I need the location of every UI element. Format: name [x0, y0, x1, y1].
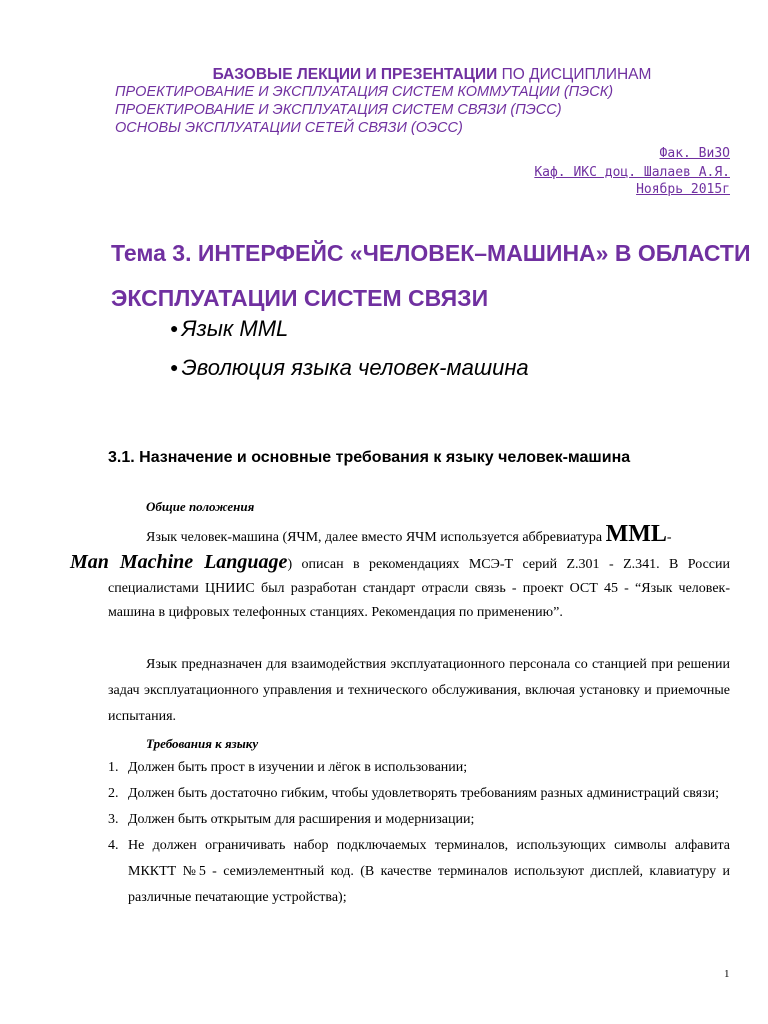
bullet-icon: ●: [170, 320, 179, 336]
p1-dash: -: [666, 530, 672, 545]
list-item-number: 1.: [108, 760, 119, 775]
header-title-bold: БАЗОВЫЕ ЛЕКЦИИ И ПРЕЗЕНТАЦИИ: [212, 66, 498, 83]
date-label: Ноябрь 2015г: [636, 182, 730, 197]
list-item: [108, 755, 730, 781]
list-item-number: 4.: [108, 838, 119, 853]
faculty-label: Фак. ВиЗО: [659, 146, 730, 161]
theme-bullet: [170, 355, 529, 381]
bullet-icon: ●: [170, 359, 179, 375]
requirements-heading: Требования к языку: [146, 736, 259, 751]
list-item-text: Не должен ограничивать набор подключаемых терминалов, использующих символы алфавита МККТТ №5 - семиэлементный код. (В качестве терминалов используют дисплей, клавиатуру и различные печатающие устройства);: [128, 838, 730, 905]
discipline-line: ПРОЕКТИРОВАНИЕ И ЭКСПЛУАТАЦИЯ СИСТЕМ КОММУТАЦИИ (ПЭСК): [115, 84, 614, 100]
list-item: [108, 833, 730, 911]
discipline-line: ОСНОВЫ ЭКСПЛУАТАЦИИ СЕТЕЙ СВЯЗИ (ОЭСС): [115, 120, 463, 136]
header-title-rest: ПО ДИСЦИПЛИНАМ: [501, 66, 652, 83]
theme-bullet: [170, 316, 288, 342]
page-number: 1: [724, 968, 730, 980]
department-label: Каф. ИКС доц. Шалаев А.Я.: [534, 165, 730, 180]
paragraph-1: [70, 521, 730, 625]
theme-title: Тема 3. ИНТЕРФЕЙС «ЧЕЛОВЕК–МАШИНА» В ОБЛАСТИ ЭКСПЛУАТАЦИИ СИСТЕМ СВЯЗИ: [111, 240, 751, 311]
general-heading: Общие положения: [146, 499, 255, 514]
p1-part-a: Язык человек-машина (ЯЧМ, далее вместо ЯЧМ используется аббревиатура: [146, 530, 606, 545]
p1-part-b: ) описан в рекомендациях МСЭ-Т серий Z.301 - Z.341. В России специалистами ЦНИИС был разработан стандарт отрасли связь - проект ОСТ 45 - “Язык человек-машина в цифровых телефонных станциях. Рекомендация по применению”.: [108, 557, 730, 620]
paragraph-1-text: [70, 521, 730, 625]
p1-mml-full: Man Machine Language: [70, 551, 288, 573]
requirements-list: [108, 755, 730, 911]
list-item-number: 2.: [108, 786, 119, 801]
list-item: [108, 781, 730, 807]
bullet-text: Язык MML: [181, 316, 289, 341]
list-item-number: 3.: [108, 812, 119, 827]
paragraph-2-text: Язык предназначен для взаимодействия эксплуатационного персонала со станцией при решении задач эксплуатационного управления и технического обслуживания, включая установку и приемочные испытания.: [108, 657, 730, 724]
list-item-text: Должен быть достаточно гибким, чтобы удовлетворять требованиям разных администраций связи;: [128, 786, 720, 801]
list-item: [108, 807, 730, 833]
list-item-text: Должен быть открытым для расширения и модернизации;: [128, 812, 475, 827]
discipline-line: ПРОЕКТИРОВАНИЕ И ЭКСПЛУАТАЦИЯ СИСТЕМ СВЯЗИ (ПЭСС): [115, 102, 562, 118]
section-title: 3.1. Назначение и основные требования к языку человек-машина: [108, 449, 631, 466]
bullet-text: Эволюция языка человек-машина: [181, 355, 529, 380]
paragraph-2: [108, 652, 730, 730]
p1-mml: MML: [605, 521, 667, 547]
header-title: [0, 66, 768, 84]
list-item-text: Должен быть прост в изучении и лёгок в использовании;: [128, 760, 468, 775]
